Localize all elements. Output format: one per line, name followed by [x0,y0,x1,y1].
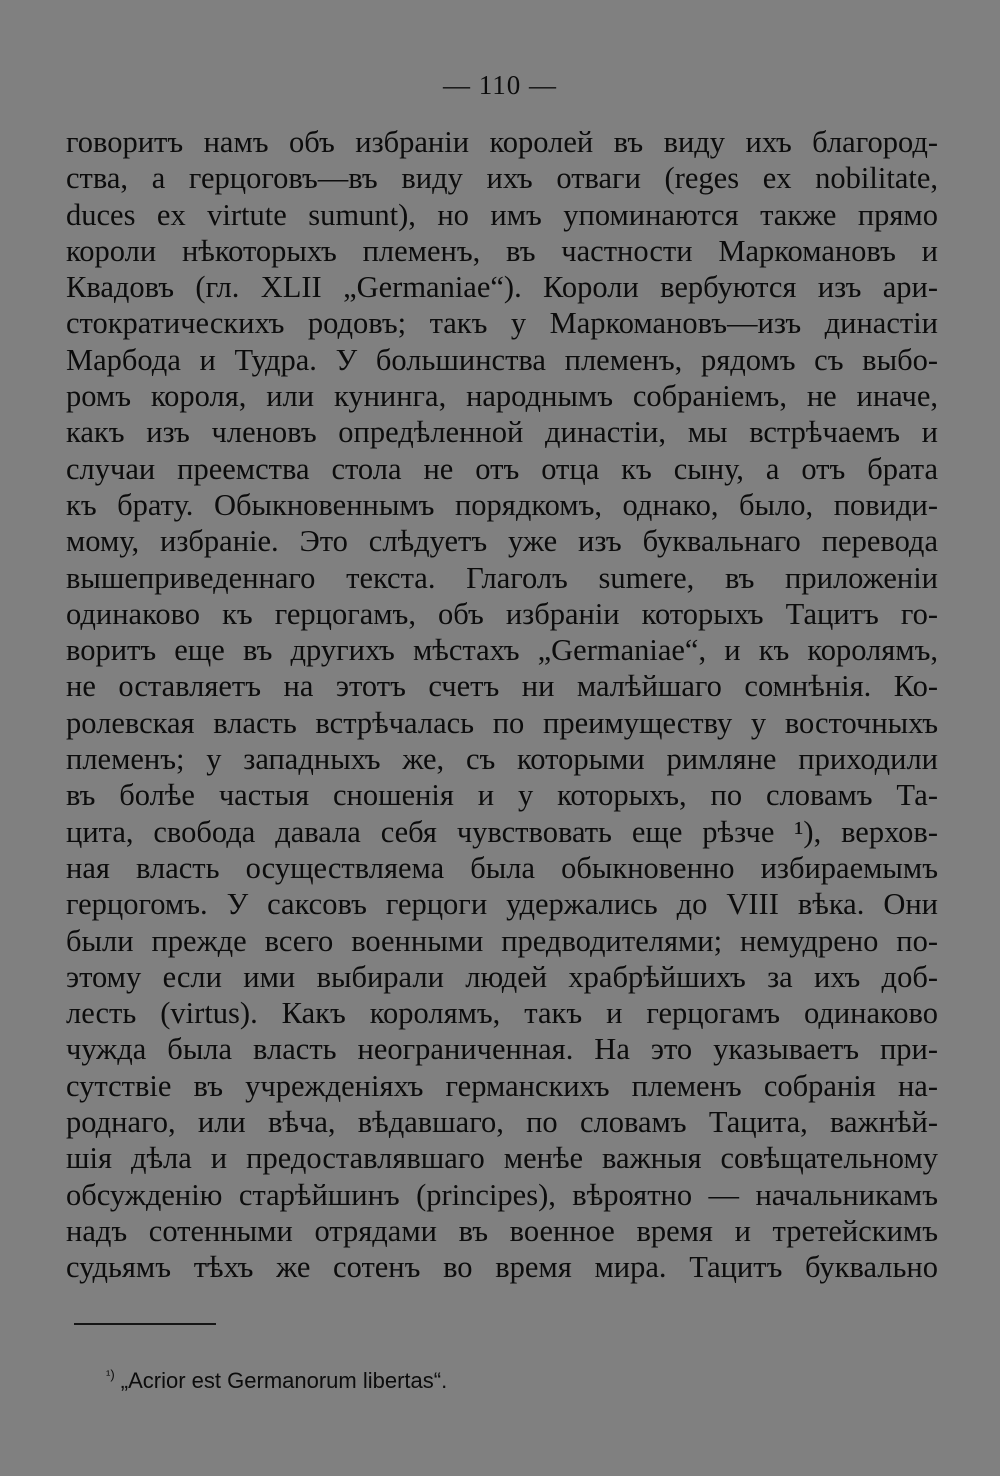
text-line: чужда была власть неограниченная. На это указываетъ при- [66,1032,938,1067]
text-line: случаи преемства стола не отъ отца къ сыну, а отъ брата [66,451,938,486]
body-text [66,124,938,1286]
footnote [106,1360,447,1396]
text-line: лесть (virtus). Какъ королямъ, такъ и герцогамъ одинаково [66,996,938,1031]
text-line: роднаго, или вѣча, вѣдавшаго, по словамъ Тацита, важнѣй- [66,1105,938,1140]
text-line: говоритъ намъ объ избраніи королей въ виду ихъ благород- [66,125,938,159]
text-line: ролевская власть встрѣчалась по преимуществу у восточныхъ [66,705,938,740]
page-number: — 110 — [443,70,557,100]
text-line: мому, избраніе. Это слѣдуетъ уже изъ буквальнаго перевода [66,524,938,559]
text-line: были прежде всего военными предводителями; немудрено по- [66,923,938,958]
text-line: цита, свобода давала себя чувствовать еще рѣзче ¹), верхов- [66,814,938,849]
text-line: ромъ короля, или кунинга, народнымъ собраніемъ, не иначе, [66,379,938,414]
text-line: ная власть осуществляема была обыкновенно избираемымъ [66,850,938,885]
text-line: ства, а герцоговъ—въ виду ихъ отваги (reges ex nobilitate, [66,161,938,196]
text-line: судьямъ тѣхъ же сотенъ во время мира. Тацитъ буквально [66,1250,938,1285]
text-line: сутствіе въ учрежденіяхъ германскихъ племенъ собранія на- [66,1068,938,1103]
footnote-marker: ¹) [106,1367,115,1382]
text-line: не оставляетъ на этотъ счетъ ни малѣйшаго сомнѣнія. Ко- [66,669,938,704]
text-line: обсужденію старѣйшинъ (principes), вѣроятно — начальникамъ [66,1177,938,1212]
text-line: стократическихъ родовъ; такъ у Маркомановъ—изъ династіи [66,306,938,341]
text-line: одинаково къ герцогамъ, объ избраніи которыхъ Тацитъ го- [66,596,938,631]
footnote-text: „Acrior est Germanorum libertas“. [120,1368,448,1393]
text-line: надъ сотенными отрядами въ военное время и третейскимъ [66,1213,938,1248]
text-line: Марбода и Тудра. У большинства племенъ, рядомъ съ выбо- [66,342,938,377]
text-line: племенъ; у западныхъ же, съ которыми римляне приходили [66,742,938,777]
text-line: короли нѣкоторыхъ племенъ, въ частности Маркомановъ и [66,233,938,268]
text-line: какъ изъ членовъ опредѣленной династіи, мы встрѣчаемъ и [66,415,938,450]
footnote-divider [74,1323,216,1325]
text-line: воритъ еще въ другихъ мѣстахъ „Germaniae“, и къ королямъ, [66,633,938,668]
text-line: къ брату. Обыкновеннымъ порядкомъ, однако, было, повиди- [66,487,938,522]
text-line: Квадовъ (гл. XLII „Germaniae“). Короли вербуются изъ ари- [66,270,938,305]
text-line: въ болѣе частыя сношенія и у которыхъ, по словамъ Та- [66,778,938,813]
text-line: шія дѣла и предоставлявшаго менѣе важныя совѣщательному [66,1141,938,1176]
text-line: этому если ими выбирали людей храбрѣйшихъ за ихъ доб- [66,959,938,994]
text-line: duces ex virtute sumunt), но имъ упоминаются также прямо [66,197,938,232]
text-line: герцогомъ. У саксовъ герцоги удержались до VIII вѣка. Они [66,887,938,922]
text-line: вышеприведеннаго текста. Глаголъ sumere, въ приложеніи [66,560,938,595]
